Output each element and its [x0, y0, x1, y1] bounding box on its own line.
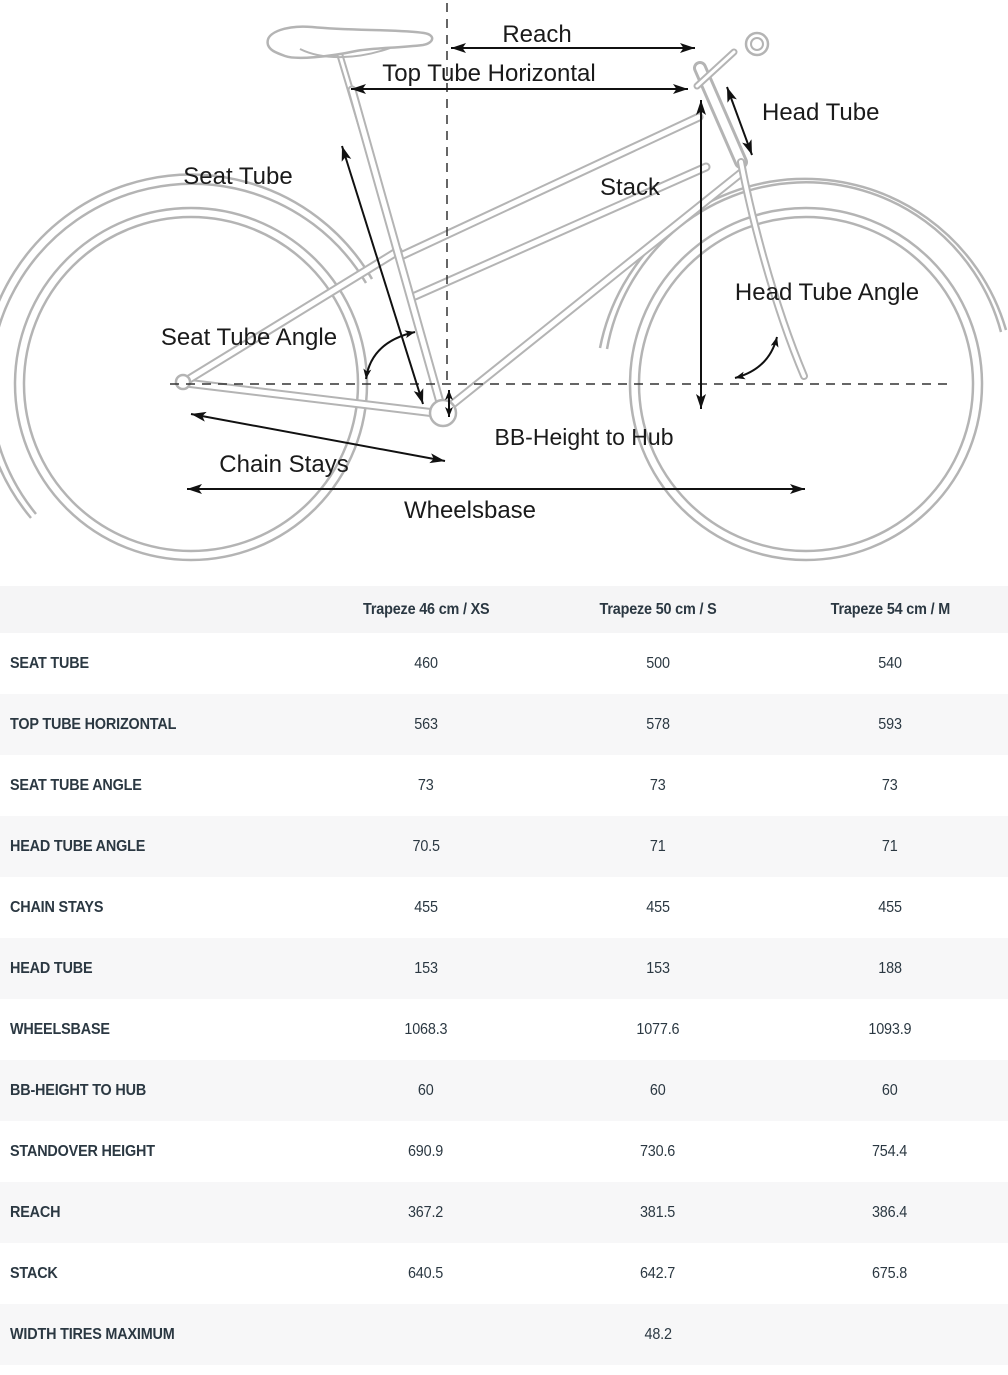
bike-geometry-svg: [0, 0, 1008, 586]
label-seat-tube: Seat Tube: [183, 163, 293, 190]
table-row: [0, 1182, 1008, 1243]
row-value: [774, 1326, 1006, 1344]
row-value: 540: [878, 654, 902, 672]
row-label: SEAT TUBE: [10, 654, 89, 672]
handlebar-grip-inner: [751, 38, 763, 50]
row-value: 675.8: [872, 1264, 908, 1282]
row-value: 500: [646, 654, 670, 672]
row-value: 563: [414, 715, 438, 733]
row-value: 1068.3: [404, 1020, 448, 1038]
row-label: CHAIN STAYS: [10, 898, 104, 916]
table-row: [0, 1121, 1008, 1182]
row-value: 188: [878, 959, 902, 977]
label-bb-height-to-hub: BB-Height to Hub: [494, 424, 674, 450]
row-value: 690.9: [408, 1142, 444, 1160]
row-value: 73: [650, 776, 666, 794]
table-row: [0, 755, 1008, 816]
row-value: 386.4: [872, 1203, 908, 1221]
label-head-tube-angle: Head Tube Angle: [734, 279, 920, 306]
label-reach: Reach: [502, 21, 572, 48]
column-header-blank: [0, 601, 310, 619]
label-chain-stays: Chain Stays: [219, 451, 349, 478]
table-row: [0, 938, 1008, 999]
row-label: REACH: [10, 1203, 61, 1221]
table-row: [0, 1060, 1008, 1121]
row-label: STANDOVER HEIGHT: [10, 1142, 155, 1160]
down-tube: [449, 173, 741, 407]
label-head-tube: Head Tube: [762, 99, 880, 126]
label-seat-tube-angle: Seat Tube Angle: [160, 324, 338, 351]
row-value: 60: [418, 1081, 434, 1099]
row-label: STACK: [10, 1264, 58, 1282]
row-value: 381.5: [640, 1203, 676, 1221]
table-row: [0, 1304, 1008, 1365]
row-value: 455: [878, 898, 902, 916]
column-header: Trapeze 46 cm / XS: [362, 600, 490, 618]
table-row: [0, 877, 1008, 938]
row-label: HEAD TUBE ANGLE: [10, 837, 146, 855]
label-top-tube-horizontal: Top Tube Horizontal: [382, 60, 596, 87]
bike-geometry-diagram: [0, 0, 1008, 586]
row-value: 367.2: [408, 1203, 444, 1221]
table-body: [0, 633, 1008, 1365]
row-value: 71: [650, 837, 666, 855]
table-row: [0, 694, 1008, 755]
row-value: 153: [646, 959, 670, 977]
column-header: Trapeze 54 cm / M: [830, 600, 950, 618]
row-value: 1093.9: [868, 1020, 912, 1038]
row-label: WHEELSBASE: [10, 1020, 110, 1038]
table-row: [0, 1243, 1008, 1304]
row-value: 153: [414, 959, 438, 977]
row-value: 60: [650, 1081, 666, 1099]
geometry-table: [0, 586, 1008, 1365]
chain-stay-tube: [186, 383, 443, 414]
row-label: WIDTH TIRES MAXIMUM: [10, 1325, 175, 1343]
dimension-arrows: [187, 48, 805, 489]
saddle: [268, 27, 433, 58]
table-row: [0, 816, 1008, 877]
row-value: 71: [882, 837, 898, 855]
row-value: [310, 1326, 542, 1344]
row-value: 60: [882, 1081, 898, 1099]
row-label: SEAT TUBE ANGLE: [10, 776, 142, 794]
table-row: [0, 633, 1008, 694]
table-header-row: [0, 586, 1008, 633]
row-label: HEAD TUBE: [10, 959, 93, 977]
rear-wheel: [0, 175, 372, 560]
row-value: 578: [646, 715, 670, 733]
row-value: 730.6: [640, 1142, 676, 1160]
label-stack: Stack: [599, 174, 661, 201]
bottom-bracket: [430, 400, 456, 426]
label-wheelsbase: Wheelsbase: [403, 497, 537, 524]
column-header: Trapeze 50 cm / S: [599, 600, 717, 618]
head-tube-angle-arc: [735, 337, 777, 378]
row-value: 593: [878, 715, 902, 733]
front-fender-outer: [600, 179, 1006, 348]
row-label: BB-HEIGHT TO HUB: [10, 1081, 147, 1099]
table-row: [0, 999, 1008, 1060]
row-value: 460: [414, 654, 438, 672]
row-value: 455: [414, 898, 438, 916]
row-value: 455: [646, 898, 670, 916]
row-value: 754.4: [872, 1142, 908, 1160]
row-value: 48.2: [644, 1325, 672, 1343]
row-value: 1077.6: [636, 1020, 680, 1038]
row-value: 642.7: [640, 1264, 676, 1282]
row-value: 73: [882, 776, 898, 794]
row-value: 640.5: [408, 1264, 444, 1282]
row-value: 73: [418, 776, 434, 794]
rear-dropout: [176, 375, 190, 389]
row-value: 70.5: [412, 837, 440, 855]
row-label: TOP TUBE HORIZONTAL: [10, 715, 177, 733]
